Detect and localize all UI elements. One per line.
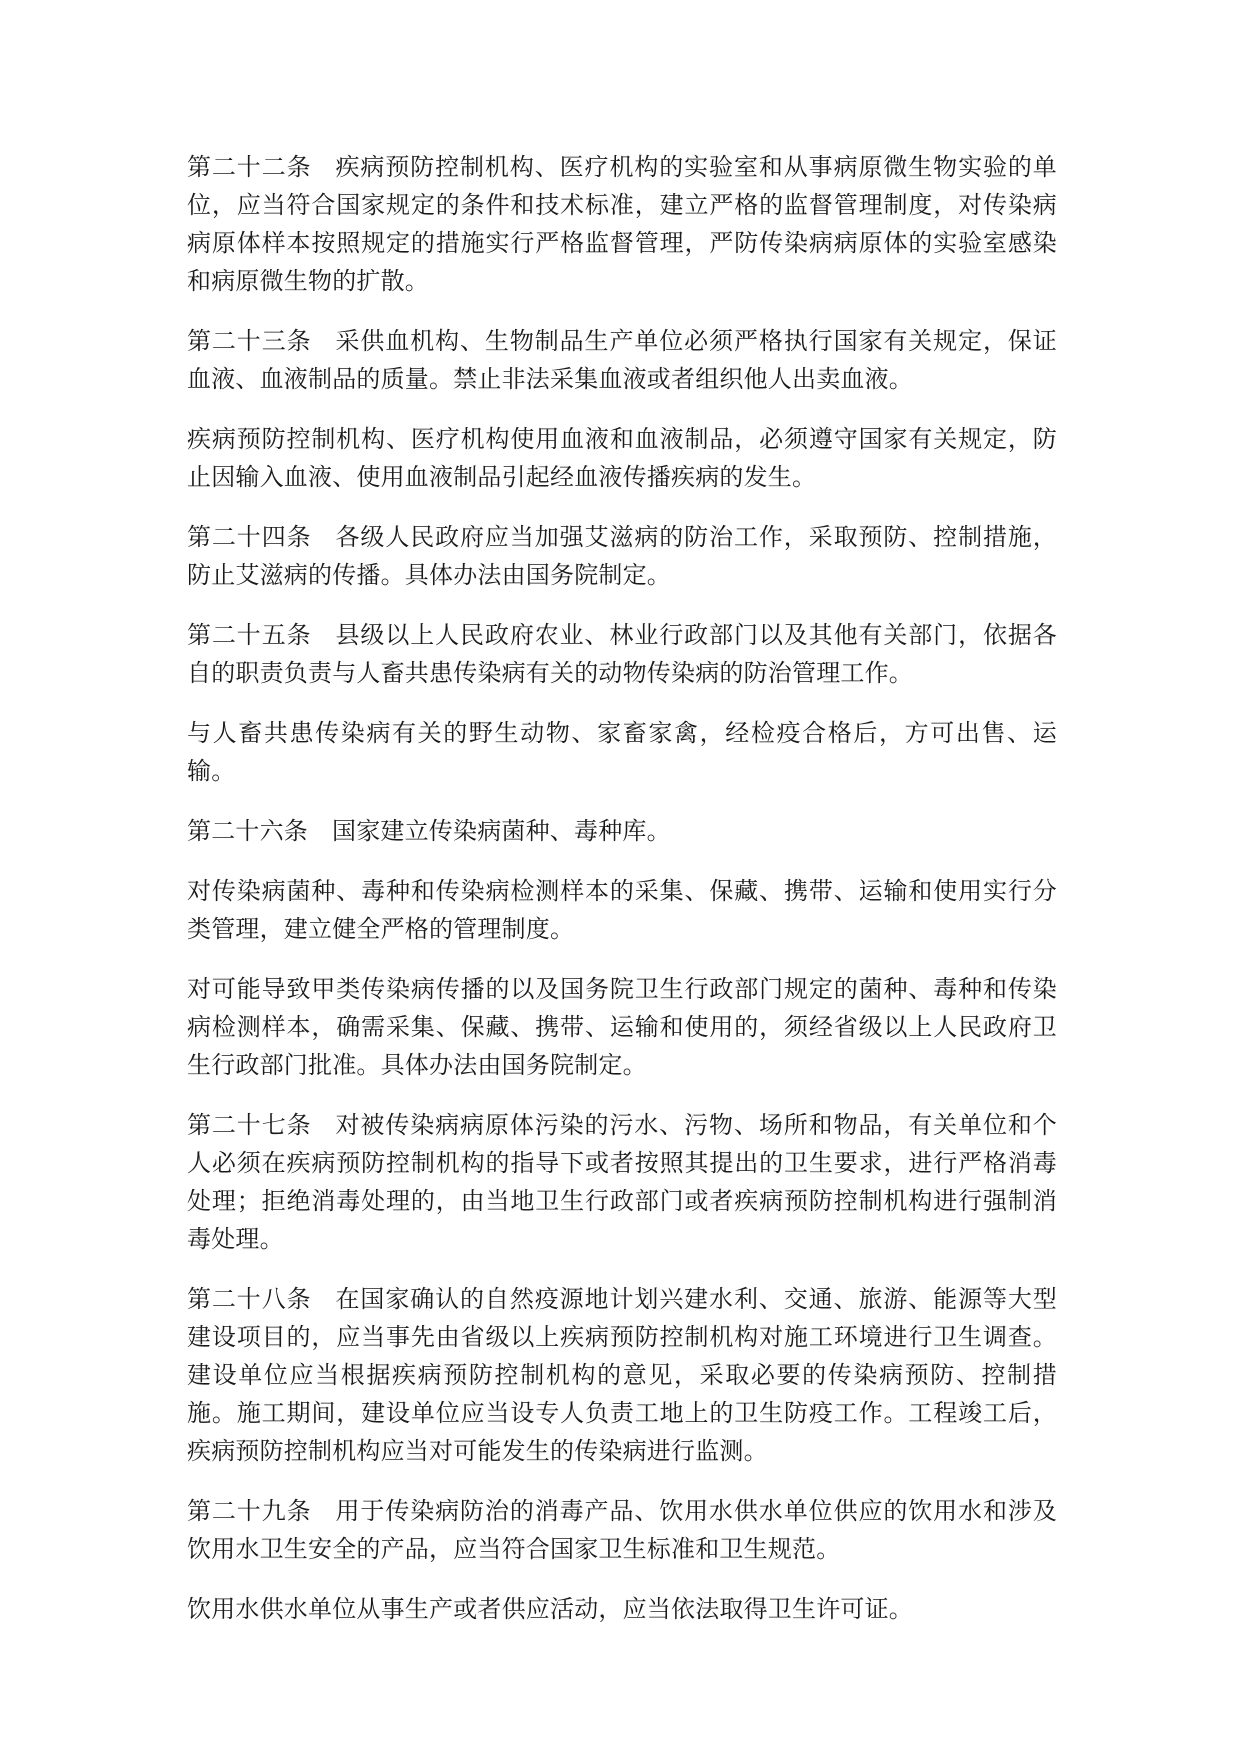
paragraph-art25 bbox=[187, 616, 1057, 692]
paragraph-art29-2 bbox=[187, 1590, 1057, 1628]
paragraph-text: 国家建立传染病菌种、毒种库。 bbox=[332, 817, 671, 845]
paragraph-text: 各级人民政府应当加强艾滋病的防治工作，采取预防、控制措施，防止艾滋病的传播。具体办法由国务院制定。 bbox=[187, 523, 1057, 589]
paragraph-text: 疾病预防控制机构、医疗机构的实验室和从事病原微生物实验的单位，应当符合国家规定的条件和技术标准，建立严格的监督管理制度，对传染病病原体样本按照规定的措施实行严格监督管理，严防传染病病原体的实验室感染和病原微生物的扩散。 bbox=[187, 153, 1057, 295]
article-number: 第二十三条 bbox=[187, 327, 312, 355]
paragraph-text: 对被传染病病原体污染的污水、污物、场所和物品，有关单位和个人必须在疾病预防控制机构的指导下或者按照其提出的卫生要求，进行严格消毒处理；拒绝消毒处理的，由当地卫生行政部门或者疾病预防控制机构进行强制消毒处理。 bbox=[187, 1111, 1057, 1253]
paragraph-art29 bbox=[187, 1492, 1057, 1568]
article-number: 第二十八条 bbox=[187, 1285, 312, 1313]
paragraph-art22 bbox=[187, 148, 1057, 300]
paragraph-text: 对传染病菌种、毒种和传染病检测样本的采集、保藏、携带、运输和使用实行分类管理，建立健全严格的管理制度。 bbox=[187, 877, 1057, 943]
paragraph-text: 疾病预防控制机构、医疗机构使用血液和血液制品，必须遵守国家有关规定，防止因输入血液、使用血液制品引起经血液传播疾病的发生。 bbox=[187, 425, 1057, 491]
paragraph-art27 bbox=[187, 1106, 1057, 1258]
article-number: 第二十四条 bbox=[187, 523, 312, 551]
paragraph-text: 对可能导致甲类传染病传播的以及国务院卫生行政部门规定的菌种、毒种和传染病检测样本，确需采集、保藏、携带、运输和使用的，须经省级以上人民政府卫生行政部门批准。具体办法由国务院制定。 bbox=[187, 975, 1057, 1079]
paragraph-text: 县级以上人民政府农业、林业行政部门以及其他有关部门，依据各自的职责负责与人畜共患传染病有关的动物传染病的防治管理工作。 bbox=[187, 621, 1057, 687]
article-number: 第二十六条 bbox=[187, 817, 308, 845]
paragraph-text: 饮用水供水单位从事生产或者供应活动，应当依法取得卫生许可证。 bbox=[187, 1595, 913, 1623]
paragraph-art23 bbox=[187, 322, 1057, 398]
paragraph-art26-2 bbox=[187, 872, 1057, 948]
paragraph-art25-2 bbox=[187, 714, 1057, 790]
paragraph-art28 bbox=[187, 1280, 1057, 1470]
paragraph-art24 bbox=[187, 518, 1057, 594]
paragraph-text: 在国家确认的自然疫源地计划兴建水利、交通、旅游、能源等大型建设项目的，应当事先由省级以上疾病预防控制机构对施工环境进行卫生调查。建设单位应当根据疾病预防控制机构的意见，采取必要的传染病预防、控制措施。施工期间，建设单位应当设专人负责工地上的卫生防疫工作。工程竣工后，疾病预防控制机构应当对可能发生的传染病进行监测。 bbox=[187, 1285, 1057, 1465]
paragraph-art26-3 bbox=[187, 970, 1057, 1084]
paragraph-art26 bbox=[187, 812, 1057, 850]
paragraph-text: 与人畜共患传染病有关的野生动物、家畜家禽，经检疫合格后，方可出售、运输。 bbox=[187, 719, 1057, 785]
article-number: 第二十七条 bbox=[187, 1111, 312, 1139]
article-number: 第二十九条 bbox=[187, 1497, 312, 1525]
article-number: 第二十五条 bbox=[187, 621, 312, 649]
paragraph-text: 采供血机构、生物制品生产单位必须严格执行国家有关规定，保证血液、血液制品的质量。禁止非法采集血液或者组织他人出卖血液。 bbox=[187, 327, 1057, 393]
paragraph-text: 用于传染病防治的消毒产品、饮用水供水单位供应的饮用水和涉及饮用水卫生安全的产品，应当符合国家卫生标准和卫生规范。 bbox=[187, 1497, 1057, 1563]
article-number: 第二十二条 bbox=[187, 153, 312, 181]
document-page bbox=[187, 148, 1057, 1650]
paragraph-art23-2 bbox=[187, 420, 1057, 496]
